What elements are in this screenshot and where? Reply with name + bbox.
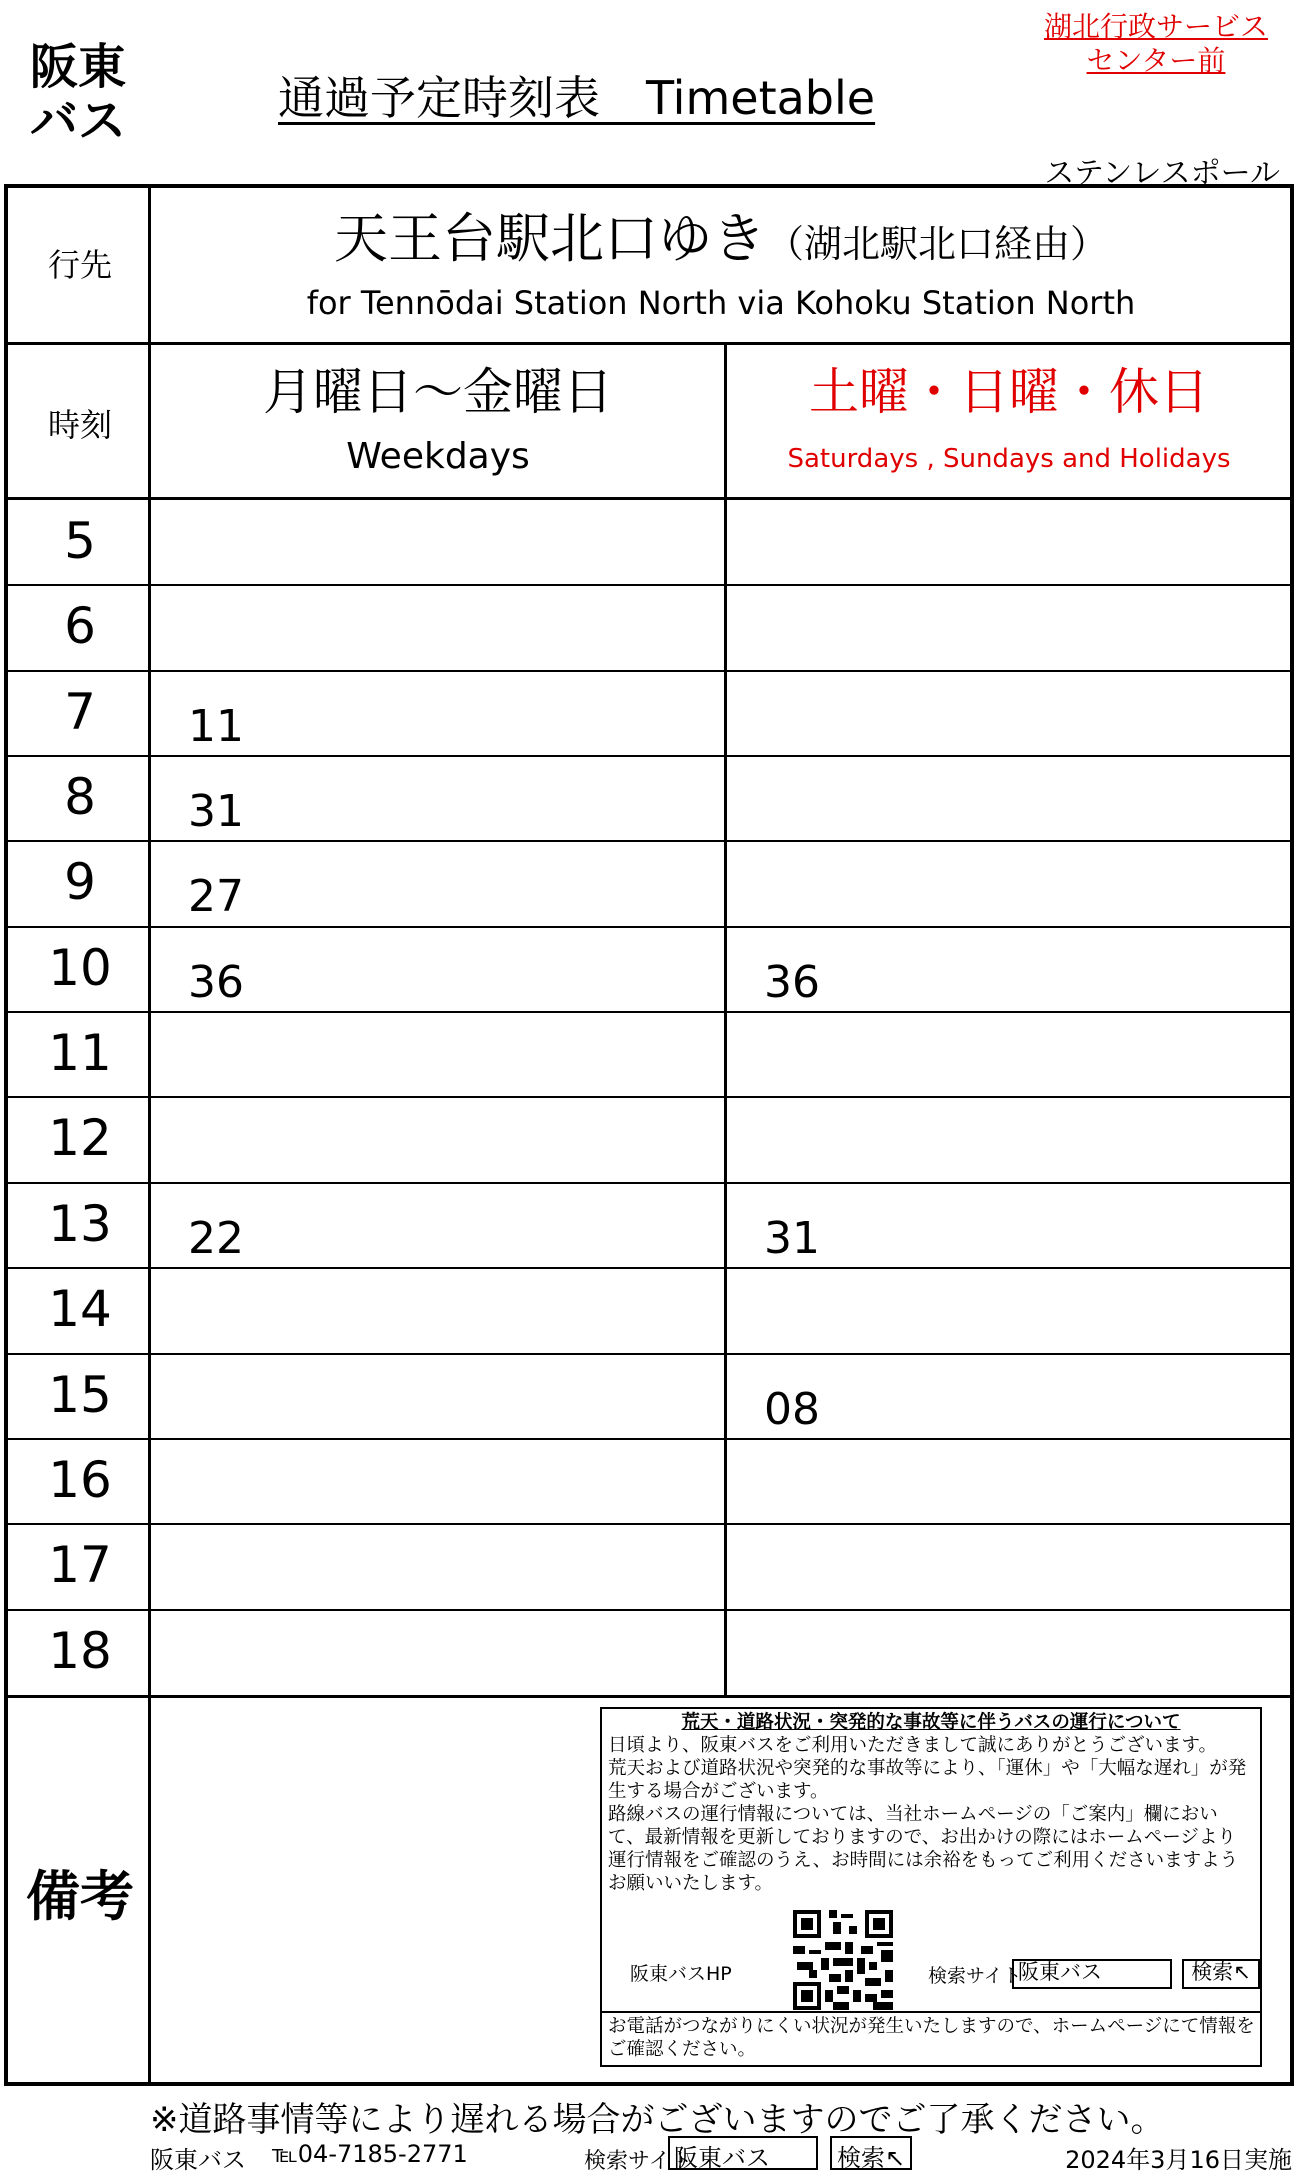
- time-label: 時刻: [47, 406, 112, 444]
- hour-label: 18: [48, 1621, 112, 1680]
- effective-date: 2024年3月16日実施: [1065, 2146, 1292, 2174]
- row-divider: [8, 926, 1290, 928]
- hour-label: 9: [64, 853, 96, 912]
- row-divider: [8, 755, 1290, 757]
- stop-name-line1: 湖北行政サービス: [1043, 10, 1268, 43]
- holiday-minutes: 31: [764, 1212, 820, 1264]
- weekday-header-en: Weekdays: [346, 436, 530, 477]
- notice-search-button-label: 検索: [1191, 1960, 1234, 1984]
- page-title: 通過予定時刻表 Timetable: [278, 71, 876, 125]
- remarks-divider: [8, 1695, 1290, 1698]
- row-divider: [8, 1438, 1290, 1440]
- hour-label: 16: [48, 1450, 112, 1509]
- footer-phone: ℡04-7185-2771: [272, 2140, 468, 2168]
- company-name-line1: 阪東: [30, 39, 127, 95]
- footer-company: 阪東バス: [150, 2146, 246, 2174]
- row-divider: [8, 584, 1290, 586]
- destination-english: for Tennōdai Station North via Kohoku Station North: [306, 284, 1136, 322]
- pole-type: ステンレスポール: [1044, 156, 1280, 191]
- destination-via: （湖北駅北口経由）: [765, 222, 1108, 266]
- footer-search-button-label: 検索: [836, 2144, 885, 2172]
- weekday-minutes: 22: [188, 1212, 244, 1264]
- notice-paragraph-3: 路線バスの運行情報については、当社ホームページの「ご案内」欄において、最新情報を更新しておりますので、お出かけの際にはホームページより運行情報をご確認のうえ、お時間には余裕をもってご利用くださいますようお願いいたします。: [608, 1804, 1239, 1894]
- weekday-minutes: 36: [188, 956, 244, 1008]
- remarks-label: 備考: [26, 1865, 134, 1928]
- delay-note: ※道路事情等により遅れる場合がございますのでご了承ください。: [150, 2100, 1165, 2140]
- notice-paragraph-4: お電話がつながりにくい状況が発生いたしますので、ホームページにて情報をご確認ください。: [608, 2016, 1255, 2060]
- footer-search-button[interactable]: [830, 2136, 912, 2170]
- stop-name-line2: センター前: [1086, 44, 1226, 77]
- weekday-header-jp: 月曜日～金曜日: [263, 363, 613, 421]
- hour-label: 5: [64, 512, 96, 570]
- destination-label: 行先: [47, 246, 112, 284]
- row-divider: [8, 670, 1290, 672]
- cursor-arrow-icon: ↖: [884, 2144, 906, 2172]
- qr-code-icon: [793, 1910, 893, 2010]
- destination-divider: [8, 342, 1290, 345]
- homepage-label: 阪東バスHP: [630, 1963, 732, 1985]
- hour-label: 14: [48, 1280, 112, 1339]
- hour-label: 8: [64, 768, 96, 827]
- notice-paragraph-1: 日頃より、阪東バスをご利用いただきまして誠にありがとうございます。: [608, 1735, 1218, 1756]
- cursor-arrow-icon: ↖: [1233, 1960, 1251, 1984]
- hour-label: 10: [48, 938, 112, 997]
- hour-label: 7: [64, 682, 96, 741]
- footer-search-field[interactable]: 阪東バス: [668, 2136, 818, 2170]
- destination-japanese: [152, 196, 1290, 273]
- row-divider: [8, 1609, 1290, 1611]
- footer-search-label: 検索サイト: [584, 2149, 693, 2174]
- service-notice: [600, 1707, 1262, 2067]
- destination-name: 天王台駅北口ゆき: [333, 207, 766, 270]
- hour-label: 6: [64, 597, 96, 656]
- company-logo-text: [30, 40, 126, 148]
- notice-paragraph-2: 荒天および道路状況や突発的な事故等により、「運休」や「大幅な遅れ」が発生する場合がございます。: [608, 1758, 1247, 1802]
- header-divider: [8, 497, 1290, 500]
- notice-search-button[interactable]: [1182, 1959, 1260, 1989]
- notice-body: [602, 1734, 1260, 1895]
- hour-label: 12: [48, 1109, 112, 1168]
- stop-name: [1036, 10, 1276, 78]
- hour-label: 13: [48, 1194, 112, 1253]
- weekday-minutes: 27: [188, 871, 244, 923]
- row-divider: [8, 840, 1290, 842]
- notice-search-label: 検索サイト: [928, 1965, 1022, 1987]
- notice-search-field[interactable]: 阪東バス: [1012, 1959, 1172, 1989]
- notice-divider: [602, 2011, 1260, 2013]
- weekday-minutes: 31: [188, 786, 244, 838]
- holiday-header-jp: 土曜・日曜・休日: [809, 363, 1209, 421]
- daytype-column-divider: [724, 344, 727, 1698]
- holiday-minutes: 36: [764, 956, 820, 1008]
- row-divider: [8, 1523, 1290, 1525]
- row-divider: [8, 1267, 1290, 1269]
- row-divider: [8, 1353, 1290, 1355]
- holiday-minutes: 08: [764, 1383, 820, 1435]
- notice-title: 荒天・道路状況・突発的な事故等に伴うバスの運行について: [681, 1712, 1181, 1733]
- hour-label: 17: [48, 1536, 112, 1595]
- row-divider: [8, 1011, 1290, 1013]
- row-divider: [8, 1096, 1290, 1098]
- hour-label: 15: [48, 1365, 112, 1424]
- weekday-minutes: 11: [188, 700, 244, 752]
- row-divider: [8, 1182, 1290, 1184]
- holiday-header-en: Saturdays , Sundays and Holidays: [787, 444, 1231, 474]
- hour-label: 11: [48, 1024, 112, 1083]
- company-name-line2: バス: [30, 93, 127, 149]
